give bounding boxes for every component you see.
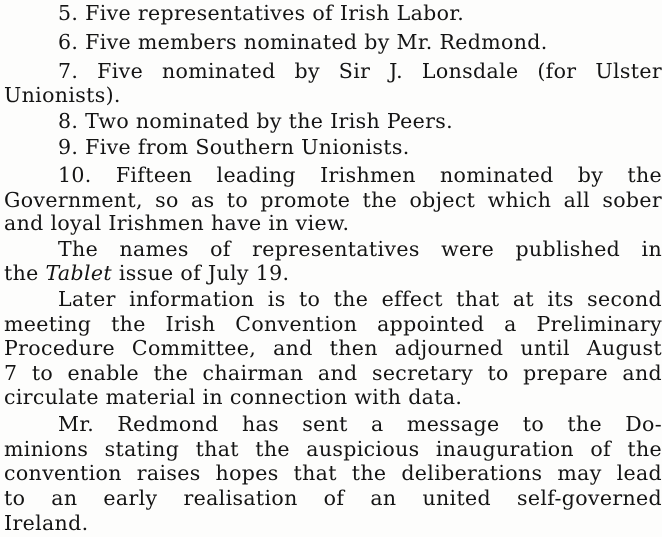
paragraph-later-line-2: meeting the Irish Convention appointed a Preliminary	[4, 312, 662, 336]
tablet-suffix: issue of July 19.	[118, 261, 290, 285]
list-item-10-cont-2: and loyal Irishmen have in view.	[4, 211, 350, 235]
tablet-prefix: the	[4, 261, 39, 285]
list-item-6: 6. Five members nominated by Mr. Redmond.	[58, 30, 548, 54]
paragraph-later-line-3: Procedure Committee, and then adjourned until August	[4, 336, 662, 360]
list-item-8: 8. Two nominated by the Irish Peers.	[58, 109, 453, 133]
paragraph-names-line-1: The names of representatives were published in	[58, 237, 662, 261]
paragraph-redmond-line-5: Ireland.	[4, 511, 89, 535]
paragraph-redmond-line-3: convention raises hopes that the deliberations may lead	[4, 461, 662, 485]
list-item-10: 10. Fifteen leading Irishmen nominated by the	[58, 163, 662, 187]
paragraph-later-line-4: 7 to enable the chairman and secretary to prepare and	[4, 361, 662, 385]
paragraph-redmond-line-2: minions stating that the auspicious inauguration of the	[4, 437, 662, 461]
list-item-5: 5. Five representatives of Irish Labor.	[58, 1, 465, 25]
list-item-7: 7. Five nominated by Sir J. Lonsdale (for Ulster	[58, 59, 662, 83]
paragraph-later-line-1: Later information is to the effect that at its second	[58, 287, 662, 311]
paragraph-redmond-line-1: Mr. Redmond has sent a message to the Do-	[58, 412, 662, 436]
paragraph-redmond-line-4: to an early realisation of an united self-governed	[4, 486, 662, 510]
paragraph-later-line-5: circulate material in connection with data.	[4, 385, 463, 409]
list-item-7-cont: Unionists).	[4, 83, 121, 107]
paragraph-names-line-2	[0, 262, 662, 284]
list-item-9: 9. Five from Southern Unionists.	[58, 135, 410, 159]
list-item-10-cont-1: Government, so as to promote the object which all sober	[4, 188, 662, 212]
tablet-title: Tablet	[45, 261, 112, 285]
